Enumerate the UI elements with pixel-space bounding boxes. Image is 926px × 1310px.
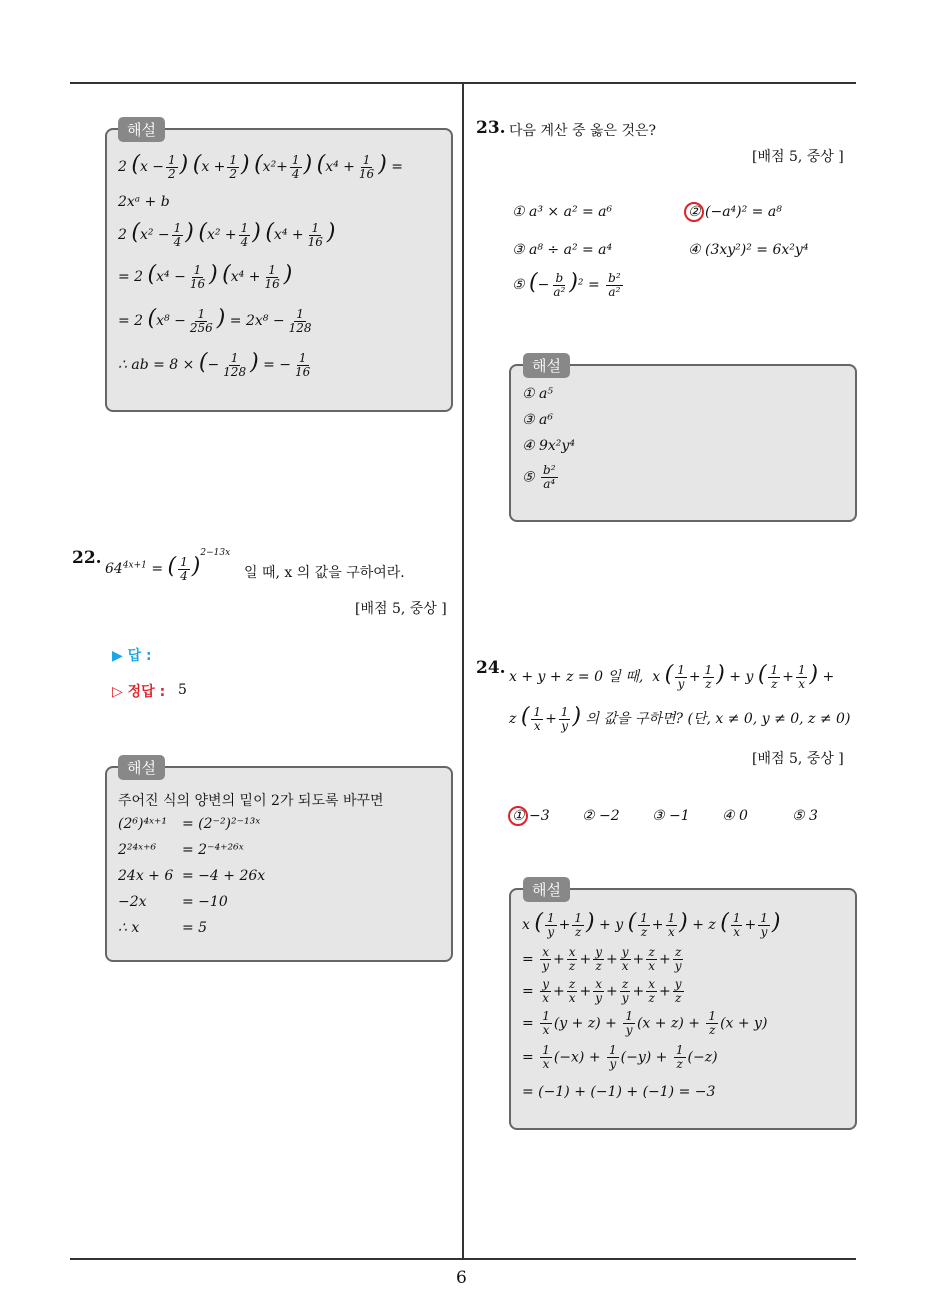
q22-score: [배점 5, 중상 ] [355, 601, 447, 617]
q21-sol-line-2: 2xᵃ + b [118, 194, 170, 210]
q22-sol-row-right: = −10 [182, 894, 228, 910]
q21-final-text: ∴ ab = 8 × [118, 357, 195, 373]
q22-sol-row-right: = (2⁻²)²⁻¹³ˣ [182, 816, 261, 832]
q21-sol-line-3: 2 (x² − $\frac{1}{4}$ ) (x² + $\frac{1}{4}$ ) (x⁴ + $\frac{1}{16}$ ) [118, 220, 336, 249]
q21-sol-line-6: ∴ ab = 8 × (− $\frac{1}{128}$ ) = − $\frac{1}{16}$ [118, 350, 311, 379]
q24-option-1[interactable]: ① −3 [512, 808, 550, 824]
q23-option-5[interactable]: ⑤ (− $\frac{b}{\text{a²}}$ )² = $\frac{\text{b²}}{\text{a²}}$ [512, 270, 621, 299]
q23-sol-5: ⑤ $\frac{\text{b²}}{\text{a⁴}}$ [522, 463, 556, 491]
q23-sol-4: ④ 9x²y⁴ [522, 438, 575, 454]
q22-sol-row-left: (2⁶)⁴ˣ⁺¹ [118, 816, 168, 832]
q22-sol-row-left: 2²⁴ˣ⁺⁶ [118, 842, 157, 858]
q24-score: [배점 5, 중상 ] [752, 751, 844, 767]
q24-sol-line-3: = $\frac{y}{x}$ + $\frac{z}{x}$ + $\frac{x}{y}$ + $\frac{z}{y}$ + $\frac{x}{z}$ + $\frac{y}{z}$ [522, 977, 682, 1005]
solution-tag: 해설 [523, 353, 570, 378]
q24-number: 24. [476, 658, 506, 678]
q24-stem-b: 의 값을 구하면? (단, x ≠ 0, y ≠ 0, z ≠ 0) [585, 711, 851, 727]
q22-sol-row-left: 24x + 6 [118, 868, 174, 884]
q24-option-2[interactable]: ② −2 [582, 808, 620, 824]
q22-sol-row-left: −2x [118, 894, 147, 910]
q21-sol-line-1: 2 (x − $\frac{1}{2}$ ) (x + $\frac{1}{2}$ ) (x²+ $\frac{1}{4}$ ) (x⁴ + $\frac{1}{16}$ ) = [118, 152, 403, 181]
q24-sol-line-1: x ( $\frac{1}{y}$ + $\frac{1}{z}$ ) + y ( $\frac{1}{z}$ + $\frac{1}{x}$ ) + z ( $\frac{1}{x}$ + $\frac{1}{y}$ ) [522, 910, 781, 939]
q24-sol-line-6: = (−1) + (−1) + (−1) = −3 [522, 1084, 716, 1100]
q23-score: [배점 5, 중상 ] [752, 149, 844, 165]
q22-sol-intro: 주어진 식의 양변의 밑이 2가 되도록 바꾸면 [118, 793, 384, 809]
q24-sol-line-2: = $\frac{x}{y}$ + $\frac{x}{z}$ + $\frac{y}{z}$ + $\frac{y}{x}$ + $\frac{z}{x}$ + $\frac{z}{y}$ [522, 945, 682, 973]
selected-answer-mark [508, 806, 528, 826]
q22-correct-label: ▷ 정답 : [112, 684, 166, 700]
q24-sol-line-5: = $\frac{1}{x}$ (−x) + $\frac{1}{y}$ (−y) + $\frac{1}{z}$ (−z) [522, 1043, 718, 1071]
q22-sol-row-left: ∴ x [118, 920, 140, 936]
q23-stem: 다음 계산 중 옳은 것은? [509, 123, 657, 139]
solution-tag: 해설 [118, 117, 165, 142]
solution-tag: 해설 [523, 877, 570, 902]
q21-sol-line-5: = 2 (x⁸ − $\frac{1}{256}$ ) = 2x⁸ − $\frac{1}{128}$ [118, 306, 312, 335]
column-divider [462, 84, 464, 1259]
q24-sol-line-4: = $\frac{1}{x}$ (y + z) + $\frac{1}{y}$ (x + z) + $\frac{1}{z}$ (x + y) [522, 1009, 768, 1037]
q24-stem-line-2: z ( $\frac{1}{x}$ + $\frac{1}{y}$ ) 의 값을 구하면? (단, x ≠ 0, y ≠ 0, z ≠ 0) [509, 704, 851, 733]
q23-option-5-label: ⑤ [512, 277, 525, 293]
q23-option-3[interactable]: ③ a⁸ ÷ a² = a⁴ [512, 242, 613, 258]
q23-sol-5-label: ⑤ [522, 469, 535, 486]
q23-number: 23. [476, 118, 506, 138]
q23-option-2[interactable]: ② (−a⁴)² = a⁸ [688, 204, 782, 220]
q23-option-4[interactable]: ④ (3xy²)² = 6x²y⁴ [688, 242, 809, 258]
q24-stem-a: x + y + z = 0 일 때, [509, 669, 644, 685]
q22-number: 22. [72, 548, 102, 568]
q22-stem-tail: 일 때, x 의 값을 구하여라. [244, 565, 405, 581]
q22-sol-row-right: = −4 + 26x [182, 868, 266, 884]
selected-answer-mark [684, 202, 704, 222]
q24-option-5[interactable]: ⑤ 3 [792, 808, 818, 824]
q24-option-4[interactable]: ④ 0 [722, 808, 748, 824]
q22-correct-value: 5 [178, 682, 187, 698]
page-number: 6 [456, 1268, 467, 1288]
bottom-rule [70, 1258, 856, 1260]
q22-sol-row-right: = 2⁻⁴⁺²⁶ˣ [182, 842, 244, 858]
q23-sol-3: ③ a⁶ [522, 412, 553, 428]
q22-answer-label: ▶ 답 : [112, 648, 152, 664]
q21-sol-line-4: = 2 (x⁴ − $\frac{1}{16}$ ) (x⁴ + $\frac{1}{16}$ ) [118, 262, 293, 291]
solution-tag: 해설 [118, 755, 165, 780]
q24-stem-line-1: x + y + z = 0 일 때, x ( $\frac{1}{y}$ + $\frac{1}{z}$ ) + y ( $\frac{1}{z}$ + $\frac{1}{x}$ ) + [509, 662, 835, 691]
q22-sol-row-right: = 5 [182, 920, 208, 936]
q22-stem-equation: $64^{4x+1}$ = ( $\frac{1}{4}$ )$^{2-13x}$ [105, 548, 231, 583]
q24-option-3[interactable]: ③ −1 [652, 808, 690, 824]
q23-sol-1: ① a⁵ [522, 386, 553, 402]
q23-option-1[interactable]: ① a³ × a² = a⁶ [512, 204, 613, 220]
